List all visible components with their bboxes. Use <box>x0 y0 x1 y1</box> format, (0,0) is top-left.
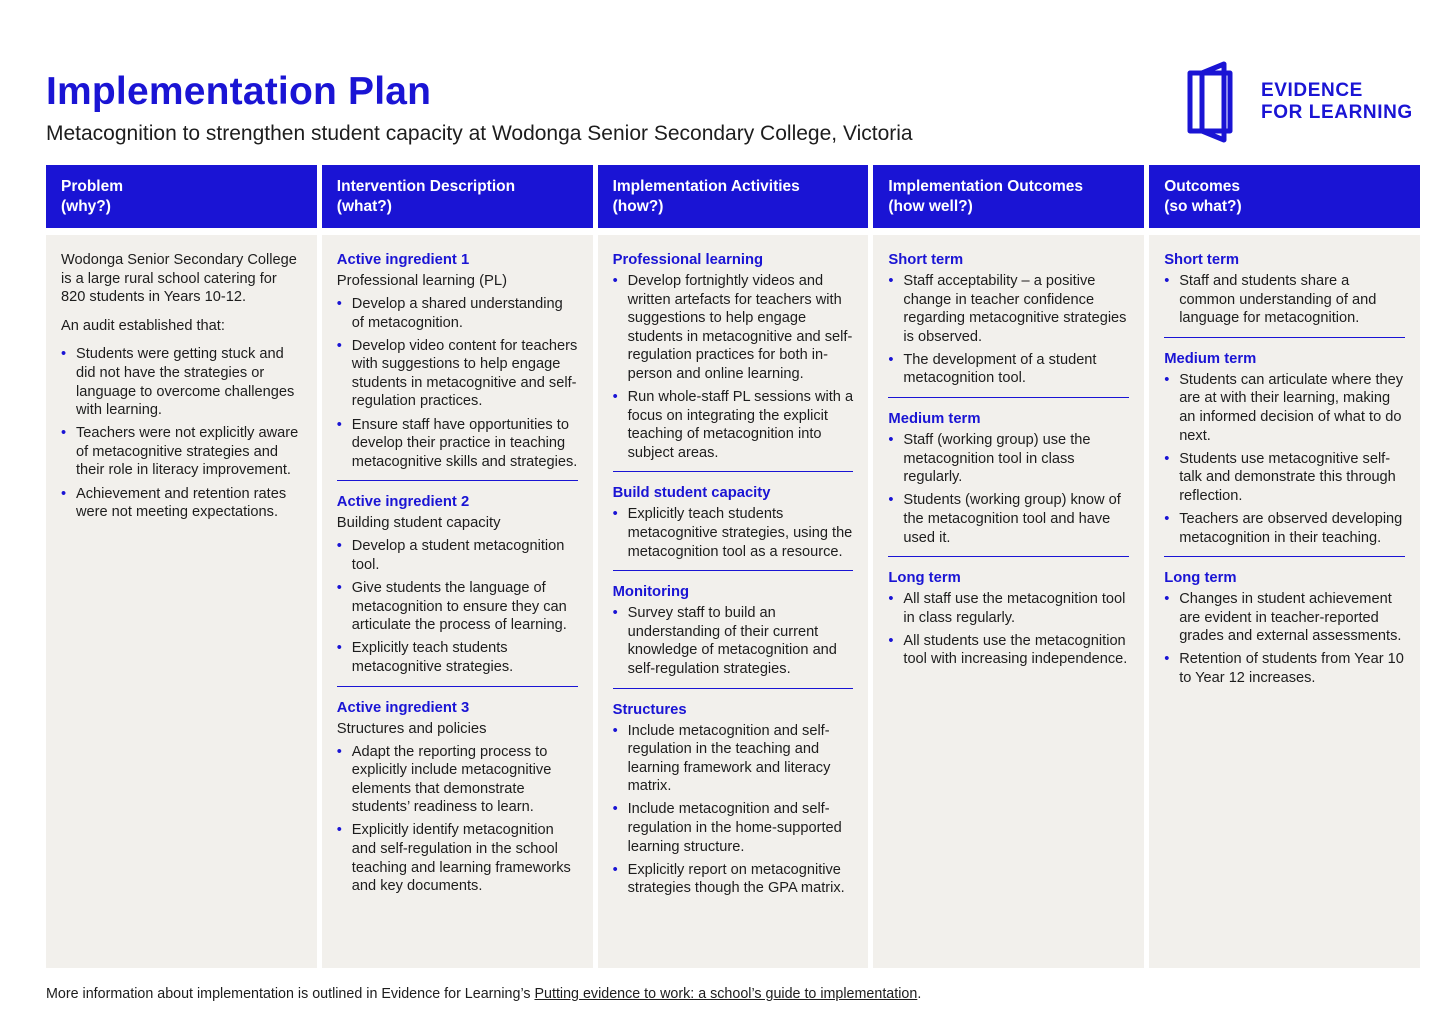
list-item: • Retention of students from Year 10 to Year 12 increases. <box>1164 650 1405 687</box>
header-question: (why?) <box>61 198 111 215</box>
header-label: Implementation Outcomes <box>888 178 1084 195</box>
header-problem <box>46 165 317 228</box>
section-divider <box>1164 337 1405 338</box>
activities-column <box>598 235 869 968</box>
page-title: Implementation Plan <box>46 70 432 113</box>
active-ingredient-3 <box>337 699 578 896</box>
bullet-list <box>337 295 578 471</box>
list-item: • Achievement and retention rates were not meeting expectations. <box>61 485 302 522</box>
list-item: • Explicitly report on metacognitive strategies though the GPA matrix. <box>613 861 854 898</box>
list-item: • Students were getting stuck and did not have the strategies or language to overcome challenges with learning. <box>61 345 302 419</box>
list-item: • Develop a shared understanding of metacognition. <box>337 295 578 332</box>
section-divider <box>888 397 1129 398</box>
list-item: • Changes in student achievement are evident in teacher-reported grades and external assessments. <box>1164 590 1405 646</box>
header-question: (what?) <box>336 198 392 215</box>
section-divider <box>613 471 854 472</box>
impl-medium-term <box>888 410 1129 547</box>
list-item: • Staff and students share a common understanding of and language for metacognition. <box>1164 272 1405 328</box>
header-question: (how?) <box>612 198 664 215</box>
activity-structures <box>613 701 854 898</box>
list-item: • Students (working group) know of the metacognition tool and have used it. <box>888 491 1129 547</box>
bullet-list <box>888 431 1129 547</box>
list-item: • All staff use the metacognition tool in class regularly. <box>888 590 1129 627</box>
section-title: Active ingredient 2 <box>336 494 470 511</box>
activity-professional-learning <box>613 251 854 462</box>
outcome-short-term <box>1164 251 1405 328</box>
outcome-long-term <box>1164 569 1405 687</box>
list-item: • Give students the language of metacognition to ensure they can articulate the process of learning. <box>337 579 578 635</box>
list-item: • Staff acceptability – a positive change in teacher confidence regarding metacognitive strategies is observed. <box>888 272 1129 346</box>
footer-text: More information about implementation is outlined in Evidence for Learning’s <box>46 986 535 1002</box>
list-item: • Develop video content for teachers with suggestions to help engage students in metacognitive and self-regulation practices. <box>337 337 578 411</box>
outcomes-column <box>1149 235 1420 968</box>
bullet-list <box>1164 272 1405 328</box>
list-item: • Run whole-staff PL sessions with a focus on integrating the explicit teaching of metacognition into subject areas. <box>613 388 854 462</box>
header-question: (so what?) <box>1164 198 1242 215</box>
section-title: Active ingredient 3 <box>336 699 470 716</box>
impl-long-term <box>888 569 1129 669</box>
list-item: • Include metacognition and self-regulation in the home-supported learning structure. <box>613 800 854 856</box>
impl-short-term <box>888 251 1129 388</box>
section-title: Monitoring <box>612 584 690 601</box>
section-divider <box>337 480 578 481</box>
section-title: Medium term <box>1164 350 1257 367</box>
section-title: Long term <box>888 570 961 587</box>
list-item: • The development of a student metacognition tool. <box>888 351 1129 388</box>
bullet-list <box>1164 371 1405 547</box>
outcome-medium-term <box>1164 350 1405 547</box>
list-item: • Explicitly teach students metacognitive strategies, using the metacognition tool as a resource. <box>613 505 854 561</box>
list-item: • Students use metacognitive self-talk and demonstrate this through reflection. <box>1164 450 1405 506</box>
bullet-list <box>888 272 1129 388</box>
list-item: • Teachers are observed developing metacognition in their teaching. <box>1164 510 1405 547</box>
bullet-list <box>337 537 578 676</box>
logo-line-1: EVIDENCE <box>1261 80 1363 101</box>
footer-suffix: . <box>917 986 922 1002</box>
bullet-list <box>613 604 854 678</box>
list-item: • Develop fortnightly videos and written artefacts for teachers with suggestions to help engage students in metacognitive and self-regulation practices for both in-person and online learning. <box>613 272 854 384</box>
list-item: • Survey staff to build an understanding of their current knowledge of metacognition and self-regulation strategies. <box>613 604 854 678</box>
bullet-list <box>613 272 854 462</box>
section-divider <box>337 686 578 687</box>
footer-note <box>46 986 921 1002</box>
section-title: Short term <box>1164 252 1240 268</box>
section-title: Long term <box>1164 570 1237 587</box>
bullet-list <box>613 505 854 561</box>
bullet-list <box>337 743 578 896</box>
section-title: Structures <box>612 701 687 718</box>
problem-list <box>61 345 302 521</box>
guide-link[interactable]: Putting evidence to work: a school’s guide to implementation <box>534 986 918 1002</box>
section-subtitle: Structures and policies <box>336 720 487 737</box>
section-divider <box>1164 556 1405 557</box>
list-item: • Explicitly identify metacognition and self-regulation in the school teaching and learning frameworks and key documents. <box>337 821 578 895</box>
problem-column <box>46 235 317 968</box>
section-title: Active ingredient 1 <box>336 252 470 268</box>
section-title: Build student capacity <box>612 485 771 502</box>
header-label: Outcomes <box>1164 178 1240 195</box>
list-item: • Include metacognition and self-regulation in the teaching and learning framework and literacy matrix. <box>613 722 854 796</box>
header-label: Problem <box>61 178 124 195</box>
intervention-column <box>322 235 593 968</box>
open-door-book-icon <box>1186 60 1246 144</box>
logo-line-2: FOR LEARNING <box>1261 102 1413 123</box>
plan-columns <box>46 235 1420 968</box>
bullet-list <box>888 590 1129 669</box>
section-subtitle: Professional learning (PL) <box>336 273 508 289</box>
header-label: Implementation Activities <box>612 178 800 195</box>
activity-monitoring <box>613 583 854 678</box>
section-subtitle: Building student capacity <box>336 515 501 532</box>
section-divider <box>613 688 854 689</box>
page-subtitle: Metacognition to strengthen student capacity at Wodonga Senior Secondary College, Victoria <box>46 122 913 145</box>
problem-audit: An audit established that: <box>61 317 225 334</box>
list-item: • Explicitly teach students metacognitive strategies. <box>337 639 578 676</box>
header-activities <box>598 165 869 228</box>
logo-wordmark <box>1261 80 1413 124</box>
list-item: • All students use the metacognition tool with increasing independence. <box>888 632 1129 669</box>
section-divider <box>888 556 1129 557</box>
header-label: Intervention Description <box>336 178 516 195</box>
bullet-list <box>613 722 854 898</box>
list-item: • Staff (working group) use the metacognition tool in class regularly. <box>888 431 1129 487</box>
header-outcomes <box>1149 165 1420 228</box>
list-item: • Teachers were not explicitly aware of metacognitive strategies and their role in literacy improvement. <box>61 424 302 480</box>
section-title: Medium term <box>888 411 981 428</box>
evidence-for-learning-logo <box>1186 60 1426 144</box>
list-item: • Ensure staff have opportunities to develop their practice in teaching metacognitive skills and strategies. <box>337 416 578 472</box>
header-impl-outcomes <box>873 165 1144 228</box>
header-question: (how well?) <box>888 198 973 215</box>
section-title: Professional learning <box>612 252 764 268</box>
list-item: • Develop a student metacognition tool. <box>337 537 578 574</box>
header-intervention <box>322 165 593 228</box>
section-title: Short term <box>888 252 964 268</box>
section-divider <box>613 570 854 571</box>
column-headers <box>46 165 1420 228</box>
list-item: • Adapt the reporting process to explicitly include metacognitive elements that demonstrate students’ readiness to learn. <box>337 743 578 817</box>
list-item: • Students can articulate where they are at with their learning, making an informed decision of what to do next. <box>1164 371 1405 445</box>
impl-outcomes-column <box>873 235 1144 968</box>
problem-intro: Wodonga Senior Secondary College is a large rural school catering for 820 students in Years 10-12. <box>61 252 297 306</box>
activity-build-student-capacity <box>613 484 854 561</box>
active-ingredient-2 <box>337 493 578 676</box>
active-ingredient-1 <box>337 251 578 471</box>
bullet-list <box>1164 590 1405 687</box>
